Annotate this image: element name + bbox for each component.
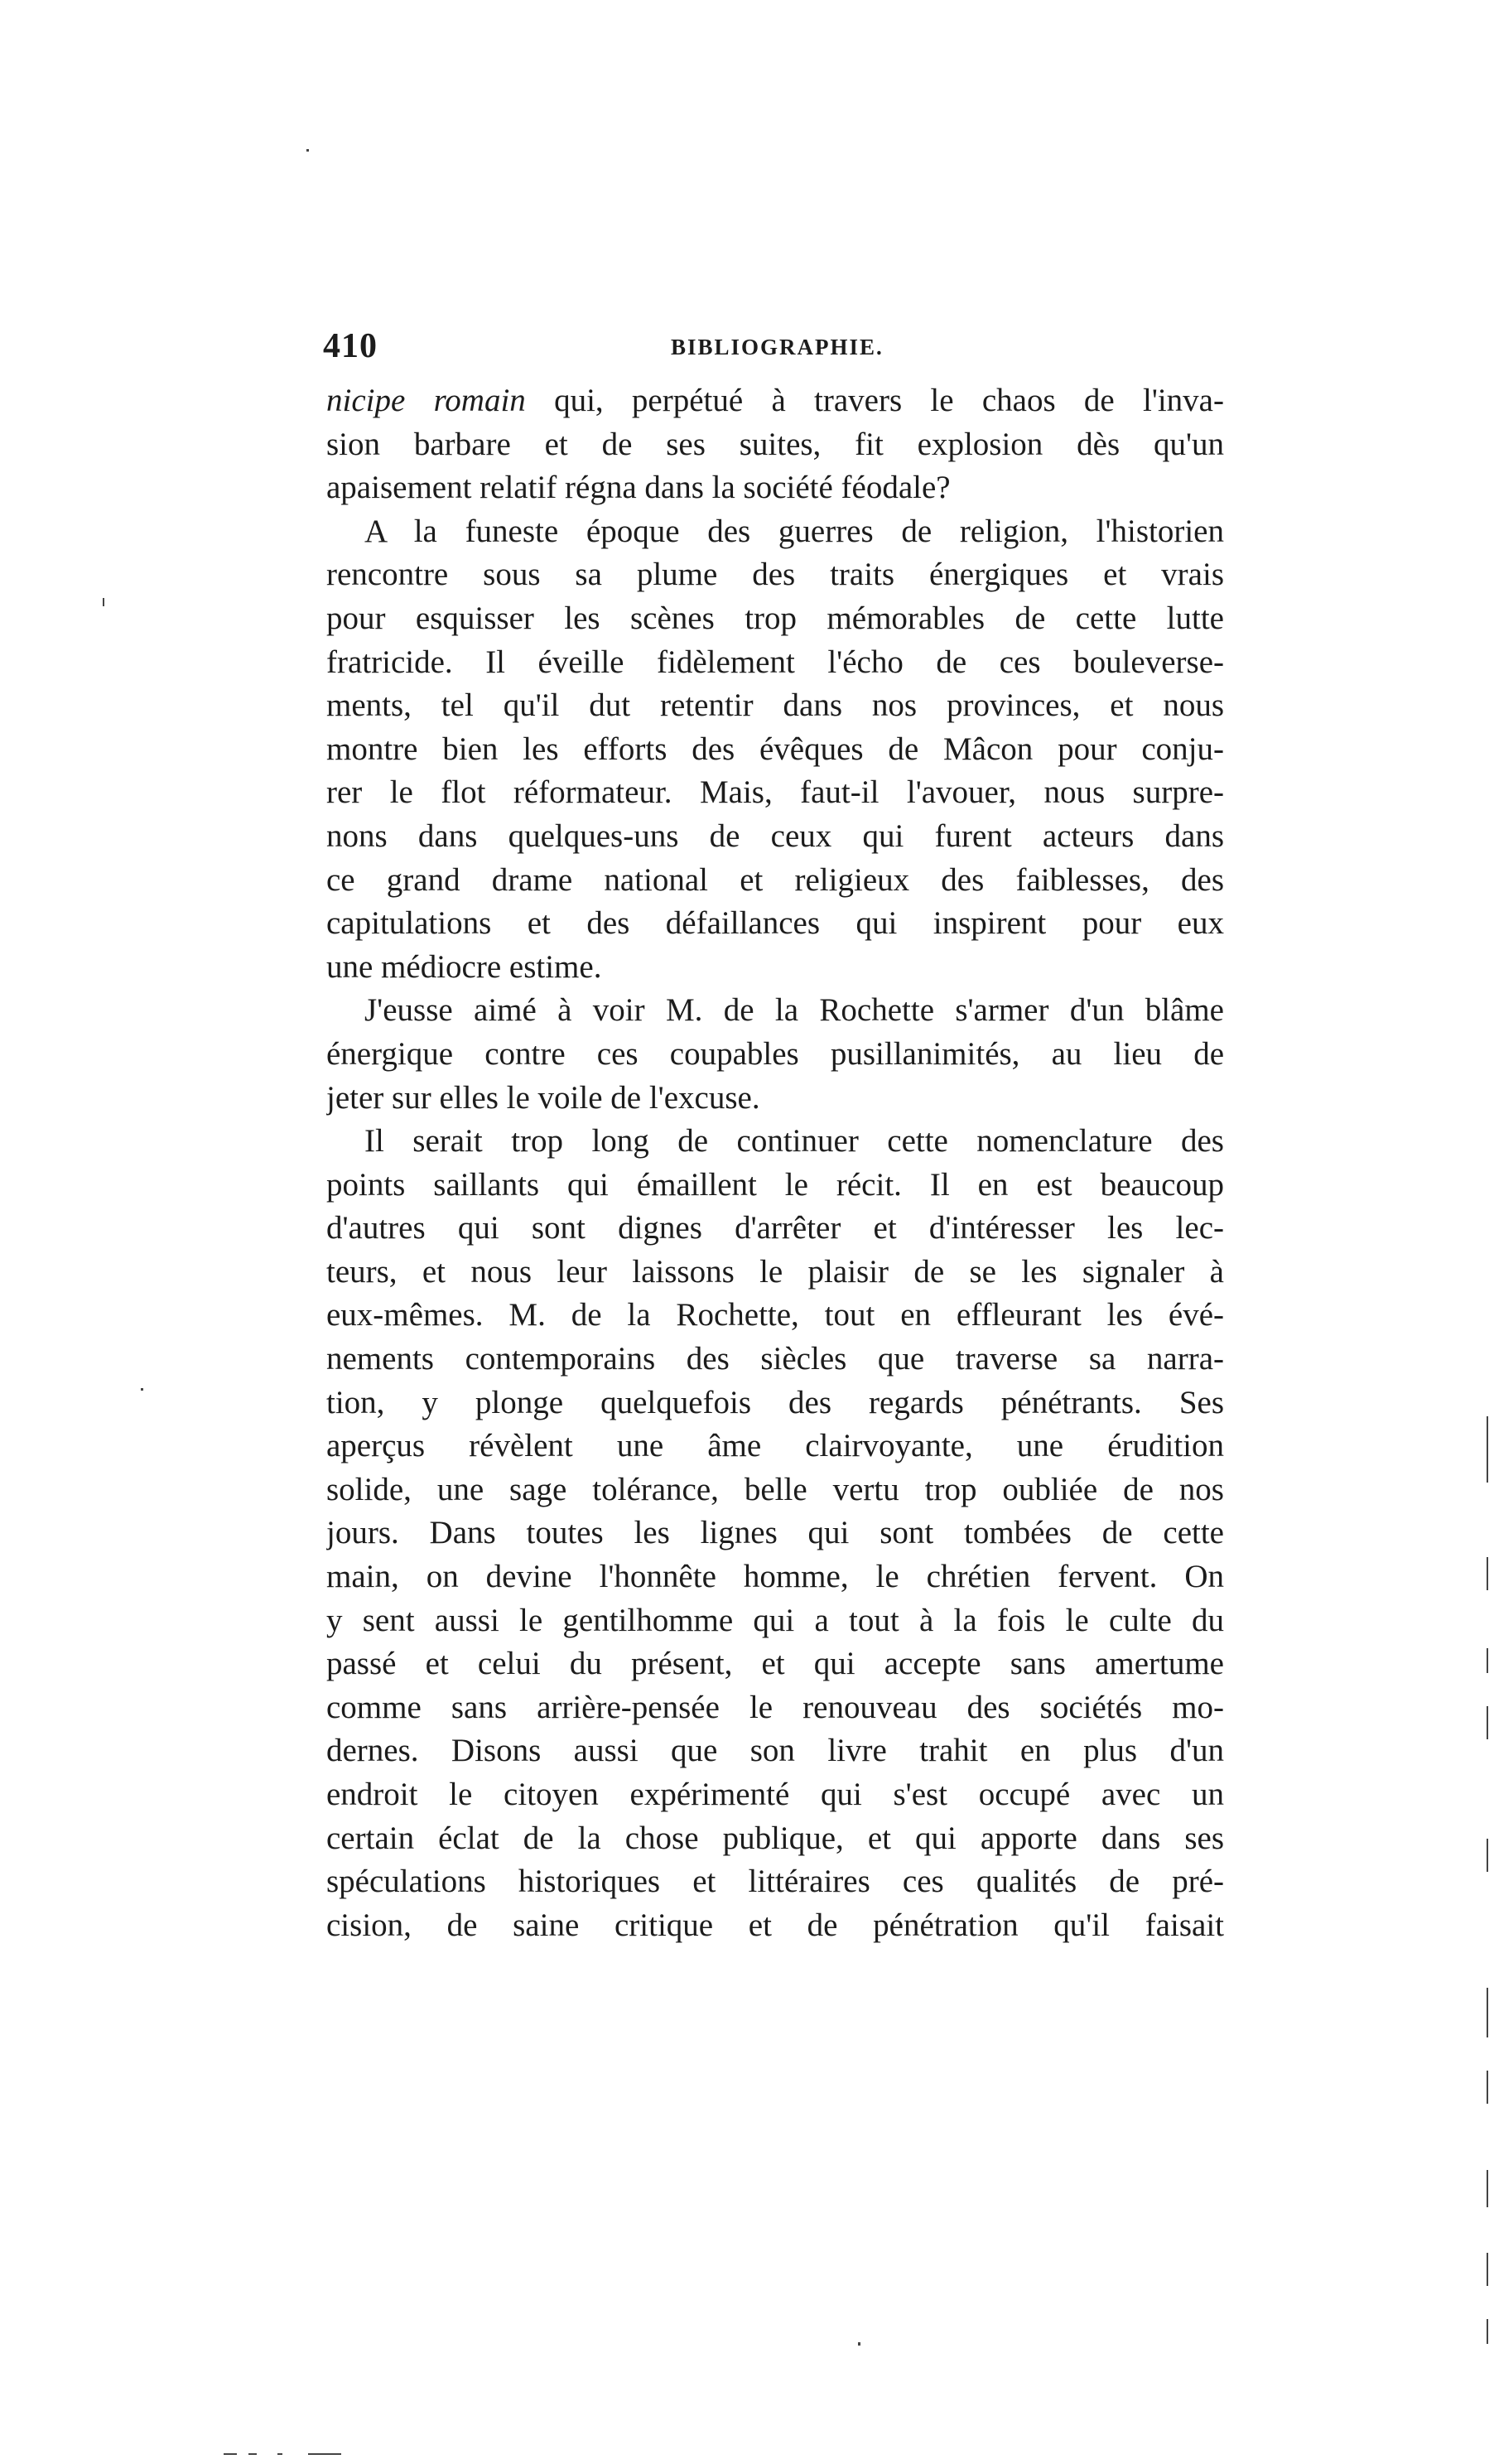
text-line: dernes. Disons aussi que son livre trahit en plus d'un [326, 1733, 1224, 1769]
text-line: ments, tel qu'il dut retentir dans nos provinces, et nous [326, 687, 1224, 724]
scan-speck [1487, 2319, 1488, 2344]
paragraph-start-line: Il serait trop long de continuer cette nomenclature des [364, 1123, 1224, 1160]
scan-speck [858, 2342, 860, 2346]
text-line: solide, une sage tolérance, belle vertu trop oubliée de nos [326, 1471, 1224, 1507]
text-line: nons dans quelques-uns de ceux qui furent acteurs dans [326, 817, 1224, 854]
text-line: capitulations et des défaillances qui inspirent pour eux [326, 905, 1224, 942]
text-line: aperçus révèlent une âme clairvoyante, une érudition [326, 1428, 1224, 1464]
running-title: BIBLIOGRAPHIE. [671, 335, 884, 359]
italic-phrase: nicipe romain [326, 383, 526, 418]
scan-speck [103, 598, 104, 606]
scan-speck [224, 2453, 237, 2455]
scan-speck [1487, 1416, 1488, 1483]
scan-speck [1487, 1988, 1488, 2037]
paragraph-start-line: J'eusse aimé à voir M. de la Rochette s'armer d'un blâme [364, 992, 1224, 1029]
scan-speck [1487, 1839, 1488, 1872]
text-line: endroit le citoyen expérimenté qui s'est occupé avec un [326, 1777, 1224, 1812]
text-line: passé et celui du présent, et qui accepte sans amertume [326, 1646, 1224, 1682]
page-number: 410 [323, 327, 378, 365]
text-line: teurs, et nous leur laissons le plaisir de se les signaler à [326, 1253, 1224, 1290]
text-line: cision, de saine critique et de pénétration qu'il faisait [326, 1907, 1224, 1943]
text-line: spéculations historiques et littéraires ces qualités de pré- [326, 1864, 1224, 1900]
text-line: points saillants qui émaillent le récit. Il en est beaucoup [326, 1166, 1224, 1203]
text-line: énergique contre ces coupables pusillanimités, au lieu de [326, 1035, 1224, 1072]
text-line: fratricide. Il éveille fidèlement l'écho de ces bouleverse- [326, 644, 1224, 680]
text-line: rencontre sous sa plume des traits énergiques et vrais [326, 557, 1224, 593]
scan-speck [306, 149, 309, 152]
scan-speck [1487, 1706, 1488, 1739]
text-line: sion barbare et de ses suites, fit explosion dès qu'un [326, 426, 1224, 462]
text-line [326, 379, 1224, 423]
text-line: tion, y plonge quelquefois des regards pénétrants. Ses [326, 1384, 1224, 1420]
text-line: jeter sur elles le voile de l'excuse. [326, 1079, 760, 1116]
text-line: une médiocre estime. [326, 948, 602, 985]
scan-speck [1487, 1557, 1488, 1590]
text-line-rest: qui, perpétué à travers le chaos de l'inva- [525, 383, 1224, 418]
text-line: d'autres qui sont dignes d'arrêter et d'intéresser les lec- [326, 1210, 1224, 1246]
scan-speck [308, 2453, 341, 2455]
scan-speck [1487, 2170, 1488, 2207]
scan-speck [1487, 1648, 1488, 1673]
body-text [326, 379, 1224, 1947]
text-line: montre bien les efforts des évêques de Mâcon pour conju- [326, 731, 1224, 767]
scan-speck [141, 1388, 143, 1391]
scan-speck [248, 2453, 257, 2455]
text-line: main, on devine l'honnête homme, le chrétien fervent. On [326, 1559, 1224, 1595]
paragraph-start-line: A la funeste époque des guerres de religion, l'historien [364, 513, 1224, 549]
text-line: certain éclat de la chose publique, et qui apporte dans ses [326, 1820, 1224, 1856]
text-line: pour esquisser les scènes trop mémorables de cette lutte [326, 600, 1224, 636]
scan-speck [277, 2453, 282, 2455]
text-line: apaisement relatif régna dans la société féodale? [326, 470, 951, 506]
text-line: nements contemporains des siècles que traverse sa narra- [326, 1341, 1224, 1377]
scan-speck [1487, 2253, 1488, 2286]
text-line: comme sans arrière-pensée le renouveau des sociétés mo- [326, 1689, 1224, 1725]
text-line: jours. Dans toutes les lignes qui sont tombées de cette [326, 1515, 1224, 1551]
text-line: rer le flot réformateur. Mais, faut-il l'avouer, nous surpre- [326, 774, 1224, 811]
text-line: y sent aussi le gentilhomme qui a tout à la fois le culte du [326, 1602, 1224, 1638]
text-line: eux-mêmes. M. de la Rochette, tout en effleurant les évé- [326, 1297, 1224, 1333]
running-head [323, 326, 1224, 368]
text-line: ce grand drame national et religieux des faiblesses, des [326, 861, 1224, 898]
scan-speck [1487, 2071, 1488, 2104]
